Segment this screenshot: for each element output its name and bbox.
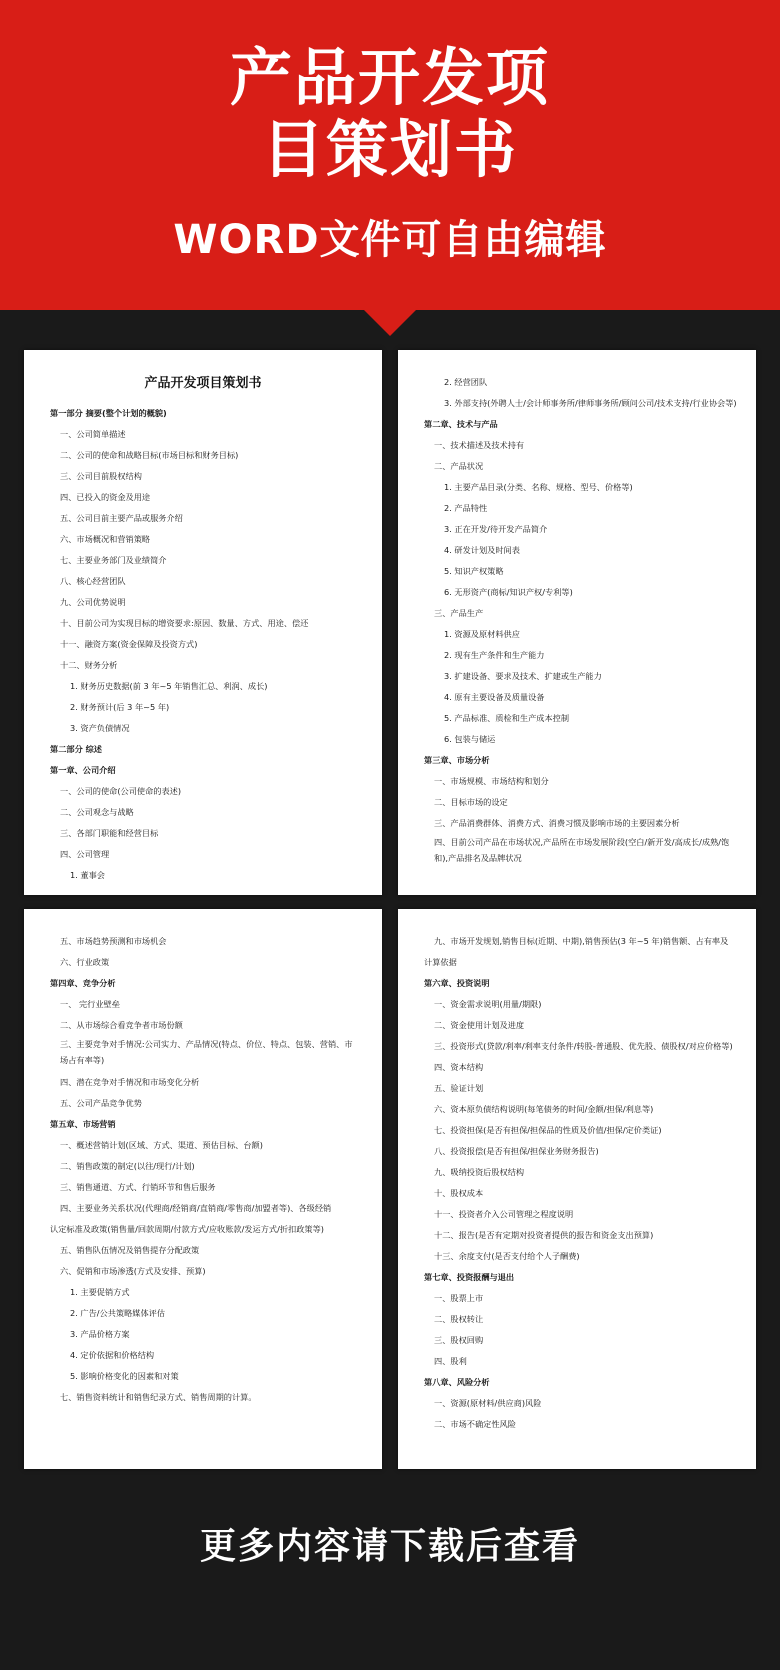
- document-line: 六、资本原负债结构说明(每笔债务的时间/金额/担保/利息等): [434, 1104, 654, 1114]
- document-line: 5. 影响价格变化的因素和对策: [70, 1371, 179, 1381]
- document-heading: 第四章、竞争分析: [50, 978, 116, 988]
- document-line: 2. 经营团队: [444, 377, 488, 387]
- document-line: 1. 董事会: [70, 870, 105, 880]
- document-line: 1. 主要产品目录(分类、名称、规格、型号、价格等): [444, 482, 633, 492]
- document-line: 二、产品状况: [434, 461, 484, 471]
- document-heading: 第八章、风险分析: [424, 1377, 490, 1387]
- banner-title-line1: 产品开发项: [229, 41, 550, 114]
- document-line: 十二、财务分析: [60, 660, 118, 670]
- document-heading: 第七章、投资报酬与退出: [424, 1272, 515, 1282]
- document-line: 三、产品生产: [434, 608, 484, 618]
- document-line: 五、公司目前主要产品或服务介绍: [60, 513, 183, 523]
- document-line: 一、市场规模、市场结构和划分: [434, 776, 549, 786]
- header-banner: [0, 0, 780, 310]
- banner-title-line2: 目策划书: [261, 113, 518, 186]
- document-line: 二、股权转让: [434, 1314, 484, 1324]
- document-line: 六、行业政策: [60, 957, 110, 967]
- document-line: 一、公司的使命(公司使命的表述): [60, 786, 182, 796]
- document-line: 一、资源(原材料/供应商)风险: [434, 1398, 542, 1408]
- document-line: 2. 财务预计(后 3 年~5 年): [70, 702, 170, 712]
- document-line: 九、市场开发规划,销售目标(近期、中期),销售预估(3 年~5 年)销售额、占有率及: [434, 936, 729, 946]
- document-title: 产品开发项目策划书: [144, 376, 262, 391]
- document-line: 6. 包装与储运: [444, 734, 496, 744]
- document-line: 1. 财务历史数据(前 3 年~5 年销售汇总、利润、成长): [70, 681, 268, 691]
- document-line: 十一、融资方案(资金保障及投资方式): [60, 639, 198, 649]
- document-line: 九、公司优势说明: [60, 597, 126, 607]
- document-line: 3. 外部支持(外聘人士/会计师事务所/律师事务所/顾问公司/技术支持/行业协会等): [444, 398, 737, 408]
- document-heading: 第六章、投资说明: [424, 978, 490, 988]
- document-line: 十三、余度支付(是否支付给个人子酬费): [434, 1251, 580, 1261]
- document-line: 2. 广告/公共策略媒体评估: [70, 1308, 166, 1318]
- document-line: 3. 扩建设备、要求及技术、扩建或生产能力: [444, 671, 602, 681]
- document-line: 三、公司目前股权结构: [60, 471, 142, 481]
- document-line: 八、核心经营团队: [60, 576, 126, 586]
- document-line: 三、主要竞争对手情况:公司实力、产品情况(特点、价位、特点、包装、营销、市场占有率等): [60, 1039, 353, 1065]
- document-line: 一、概述营销计划(区域、方式、渠道、预估目标、台额): [60, 1140, 263, 1150]
- document-line: 二、资金使用计划及进度: [434, 1020, 525, 1030]
- document-line: 九、吸纳投资后股权结构: [434, 1167, 525, 1177]
- document-heading: 第二部分 综述: [50, 744, 102, 754]
- document-line: 七、投资担保(是否有担保/担保品的性质及价值/担保/定价类证): [434, 1125, 662, 1135]
- document-line: 6. 无形资产(商标/知识产权/专利等): [444, 587, 573, 597]
- document-line: 三、产品消费群体、消费方式、消费习惯及影响市场的主要因素分析: [434, 818, 680, 828]
- document-heading: 第二章、技术与产品: [424, 419, 498, 429]
- document-line: 四、主要业务关系状况(代理商/经销商/直销商/零售商/加盟者等)、各级经销: [60, 1203, 332, 1213]
- document-page[interactable]: [24, 909, 382, 1469]
- document-line: 四、公司管理: [60, 849, 110, 859]
- document-line: 七、主要业务部门及业绩简介: [60, 555, 167, 565]
- document-line: 二、目标市场的设定: [434, 797, 508, 807]
- document-line: 3. 产品价格方案: [70, 1329, 130, 1339]
- document-line: 五、销售队伍情况及销售提存分配政策: [60, 1245, 200, 1255]
- footer-text: 更多内容请下载后查看: [199, 1525, 580, 1567]
- document-line: 5. 产品标准、质检和生产成本控制: [444, 713, 570, 723]
- document-line: 一、公司简单描述: [60, 429, 126, 439]
- banner-subtitle: WORD文件可自由编辑: [173, 217, 607, 263]
- document-line: 二、公司观念与战略: [60, 807, 134, 817]
- document-line: 4. 研发计划及时间表: [444, 545, 520, 555]
- document-line: 1. 资源及原材料供应: [444, 629, 520, 639]
- document-preview-grid: [0, 310, 780, 1469]
- document-line: 十、股权成本: [434, 1188, 484, 1198]
- document-line: 3. 资产负债情况: [70, 723, 130, 733]
- document-line: 四、资本结构: [434, 1062, 484, 1072]
- document-line: 十二、报告(是否有定期对投资者提供的报告和资金支出预算): [434, 1230, 654, 1240]
- document-line: 一、 完行业壁垒: [60, 999, 120, 1009]
- document-line: 三、各部门职能和经营目标: [60, 828, 159, 838]
- document-line: 十一、投资者介入公司管理之程度说明: [434, 1209, 574, 1219]
- document-line: 三、销售通道、方式、行销环节和售后服务: [60, 1182, 216, 1192]
- document-line: 一、技术描述及技术持有: [434, 440, 525, 450]
- document-line: 4. 原有主要设备及质量设备: [444, 692, 545, 702]
- document-line: 五、公司产品竞争优势: [60, 1098, 142, 1108]
- document-line: 认定标准及政策(销售量/回款周期/付款方式/应收账款/发运方式/折扣政策等): [50, 1224, 324, 1234]
- document-line: 十、目前公司为实现目标的增资要求:原因、数量、方式、用途、偿还: [60, 618, 309, 628]
- document-heading: 第一章、公司介绍: [50, 765, 116, 775]
- document-line: 三、投资形式(贷款/利率/利率支付条件/转股-普通股、优先股、债股权/对应价格等): [434, 1041, 733, 1051]
- document-page[interactable]: [24, 350, 382, 895]
- document-line: 二、销售政策的制定(以往/现行/计划): [60, 1161, 195, 1171]
- document-line: 七、销售资料统计和销售纪录方式、销售周期的计算。: [60, 1392, 257, 1402]
- document-line: 四、目前公司产品在市场状况,产品所在市场发展阶段(空白/新开发/高成长/成熟/饱和),产品排名及品牌状况: [434, 837, 730, 863]
- document-line: 2. 现有生产条件和生产能力: [444, 650, 545, 660]
- document-line: 二、市场不确定性风险: [434, 1419, 516, 1429]
- document-line: 2. 产品特性: [444, 503, 488, 513]
- document-line: 八、投资报偿(是否有担保/担保业务财务报告): [434, 1146, 599, 1156]
- document-line: 5. 知识产权策略: [444, 566, 504, 576]
- document-line: 二、从市场综合看竞争者市场份额: [60, 1020, 183, 1030]
- document-heading: 第五章、市场营销: [50, 1119, 116, 1129]
- document-line: 一、股票上市: [434, 1293, 484, 1303]
- document-heading: 第一部分 摘要(整个计划的概貌): [50, 408, 167, 418]
- document-line: 六、市场概况和营销策略: [60, 534, 151, 544]
- document-heading: 第三章、市场分析: [424, 755, 490, 765]
- document-line: 三、股权回购: [434, 1335, 484, 1345]
- banner-arrow-icon: [362, 308, 418, 336]
- document-line: 五、验证计划: [434, 1083, 484, 1093]
- document-line: 五、市场趋势预测和市场机会: [60, 936, 167, 946]
- document-line: 四、已投入的资金及用途: [60, 492, 151, 502]
- document-line: 计算依据: [424, 957, 457, 967]
- document-line: 二、公司的使命和战略目标(市场目标和财务目标): [60, 450, 239, 460]
- footer-note: [0, 1495, 780, 1591]
- document-line: 3. 正在开发/待开发产品简介: [444, 524, 548, 534]
- document-line: 1. 主要促销方式: [70, 1287, 130, 1297]
- document-line: 六、促销和市场渗透(方式及安排、预算): [60, 1266, 206, 1276]
- document-page[interactable]: [398, 909, 756, 1469]
- document-line: 4. 定价依据和价格结构: [70, 1350, 155, 1360]
- document-page[interactable]: [398, 350, 756, 895]
- document-line: 一、资金需求说明(用量/期限): [434, 999, 542, 1009]
- document-line: 四、潜在竞争对手情况和市场变化分析: [60, 1077, 200, 1087]
- document-line: 四、股利: [434, 1356, 467, 1366]
